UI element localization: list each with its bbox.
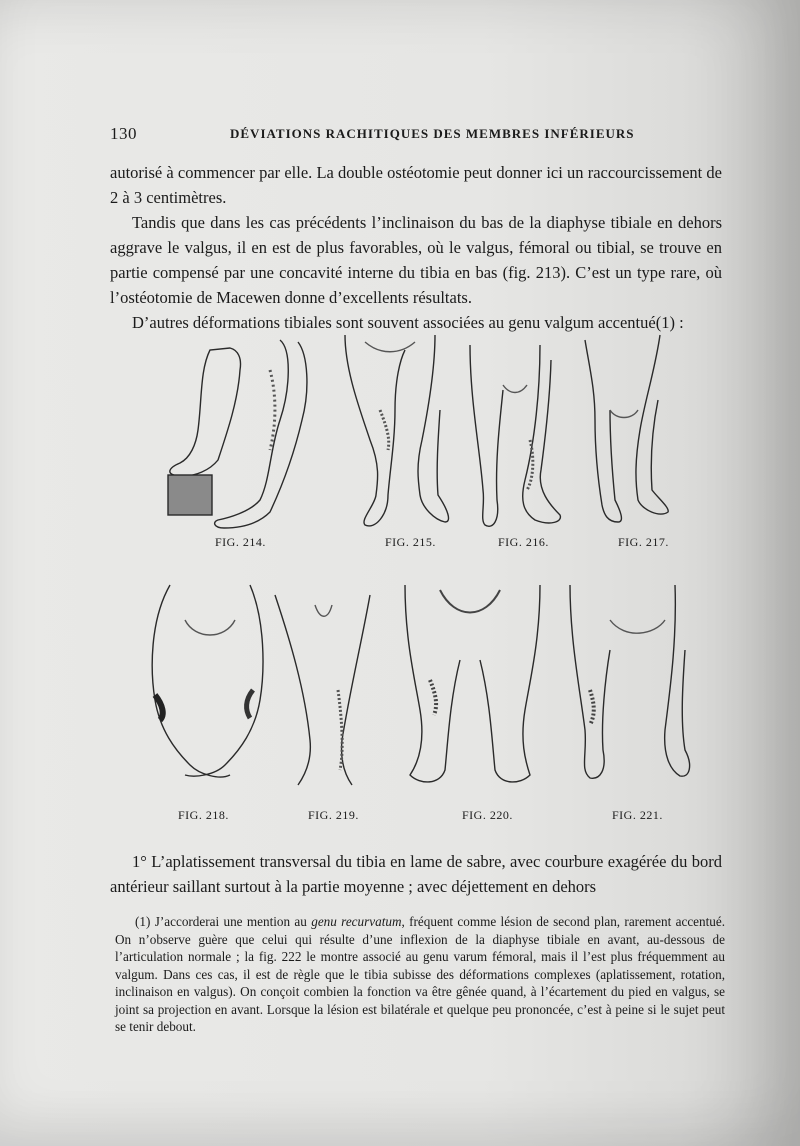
footnote-marker: (1) [135, 914, 151, 929]
page-number: 130 [110, 124, 137, 143]
legs-illustrations [120, 330, 720, 830]
caption-fig-220: FIG. 220. [462, 808, 513, 822]
fig-214-illustration [168, 340, 307, 528]
paragraph-2-text: Tandis que dans les cas précédents l’inclinaison du bas de la diaphyse tibiale en dehors aggrave le valgus, il en est de plus favorables, où le valgus, fémoral ou tibial, se trouve en partie compensé par une concavité interne du tibia en bas (fig. 213). C’est un type rare, où l’ostéotomie de Macewen donne d’excellents résultats. [110, 213, 722, 307]
caption-fig-218: FIG. 218. [178, 808, 229, 822]
running-title: DÉVIATIONS RACHITIQUES DES MEMBRES INFÉRIEURS [230, 126, 635, 141]
caption-fig-214: FIG. 214. [215, 535, 266, 549]
caption-fig-216: FIG. 216. [498, 535, 549, 549]
footnote [115, 913, 725, 1036]
footnote-text: , fréquent comme lésion de second plan, rarement accentué. On n’observe guère que celui qui résulte d’une inflexion de la diaphyse tibiale en avant, au-dessous de l’articulation normale ; la fig. 222 le montre associé au genu varum fémoral, mais il l’est plus fréquemment au valgum. Dans ces cas, il est de règle que le tibia subisse des déformations complexes (aplatissement, rotation, inclinaison en valgus). On conçoit combien la fonction va être gênée quand, à l’écartement du pied en valgus, se joint sa projection en avant. Lorsque la lésion est bilatérale et quelque peu prononcée, c’est à peine si le sujet peut se tenir debout. [115, 914, 726, 1034]
paragraph-2 [110, 210, 722, 310]
fig-216-illustration [470, 345, 560, 526]
caption-fig-217: FIG. 217. [618, 535, 669, 549]
paragraph-4-text: 1° L’aplatissement transversal du tibia en lame de sabre, avec courbure exagérée du bord antérieur saillant surtout à la partie moyenne ; avec déjettement en dehors [110, 852, 722, 896]
fig-220-illustration [405, 585, 540, 782]
caption-fig-219: FIG. 219. [308, 808, 359, 822]
caption-fig-221: FIG. 221. [612, 808, 663, 822]
fig-218-illustration [152, 585, 263, 777]
footnote-term: genu recurvatum [311, 914, 402, 929]
fig-221-illustration [570, 585, 690, 778]
fig-217-illustration [585, 335, 668, 522]
figure-plate [120, 330, 720, 830]
fig-219-illustration [275, 595, 370, 785]
fig-215-illustration [345, 335, 449, 526]
page-header [110, 124, 722, 146]
paragraph-4 [110, 849, 722, 899]
paragraph-3-text: D’autres déformations tibiales sont souvent associées au genu valgum accentué(1) : [132, 313, 684, 332]
caption-fig-215: FIG. 215. [385, 535, 436, 549]
paragraph-1: autorisé à commencer par elle. La double ostéotomie peut donner ici un raccourcissement de 2 à 3 centimètres. [110, 163, 722, 207]
footnote-lead: J’accorderai une mention au [154, 914, 307, 929]
